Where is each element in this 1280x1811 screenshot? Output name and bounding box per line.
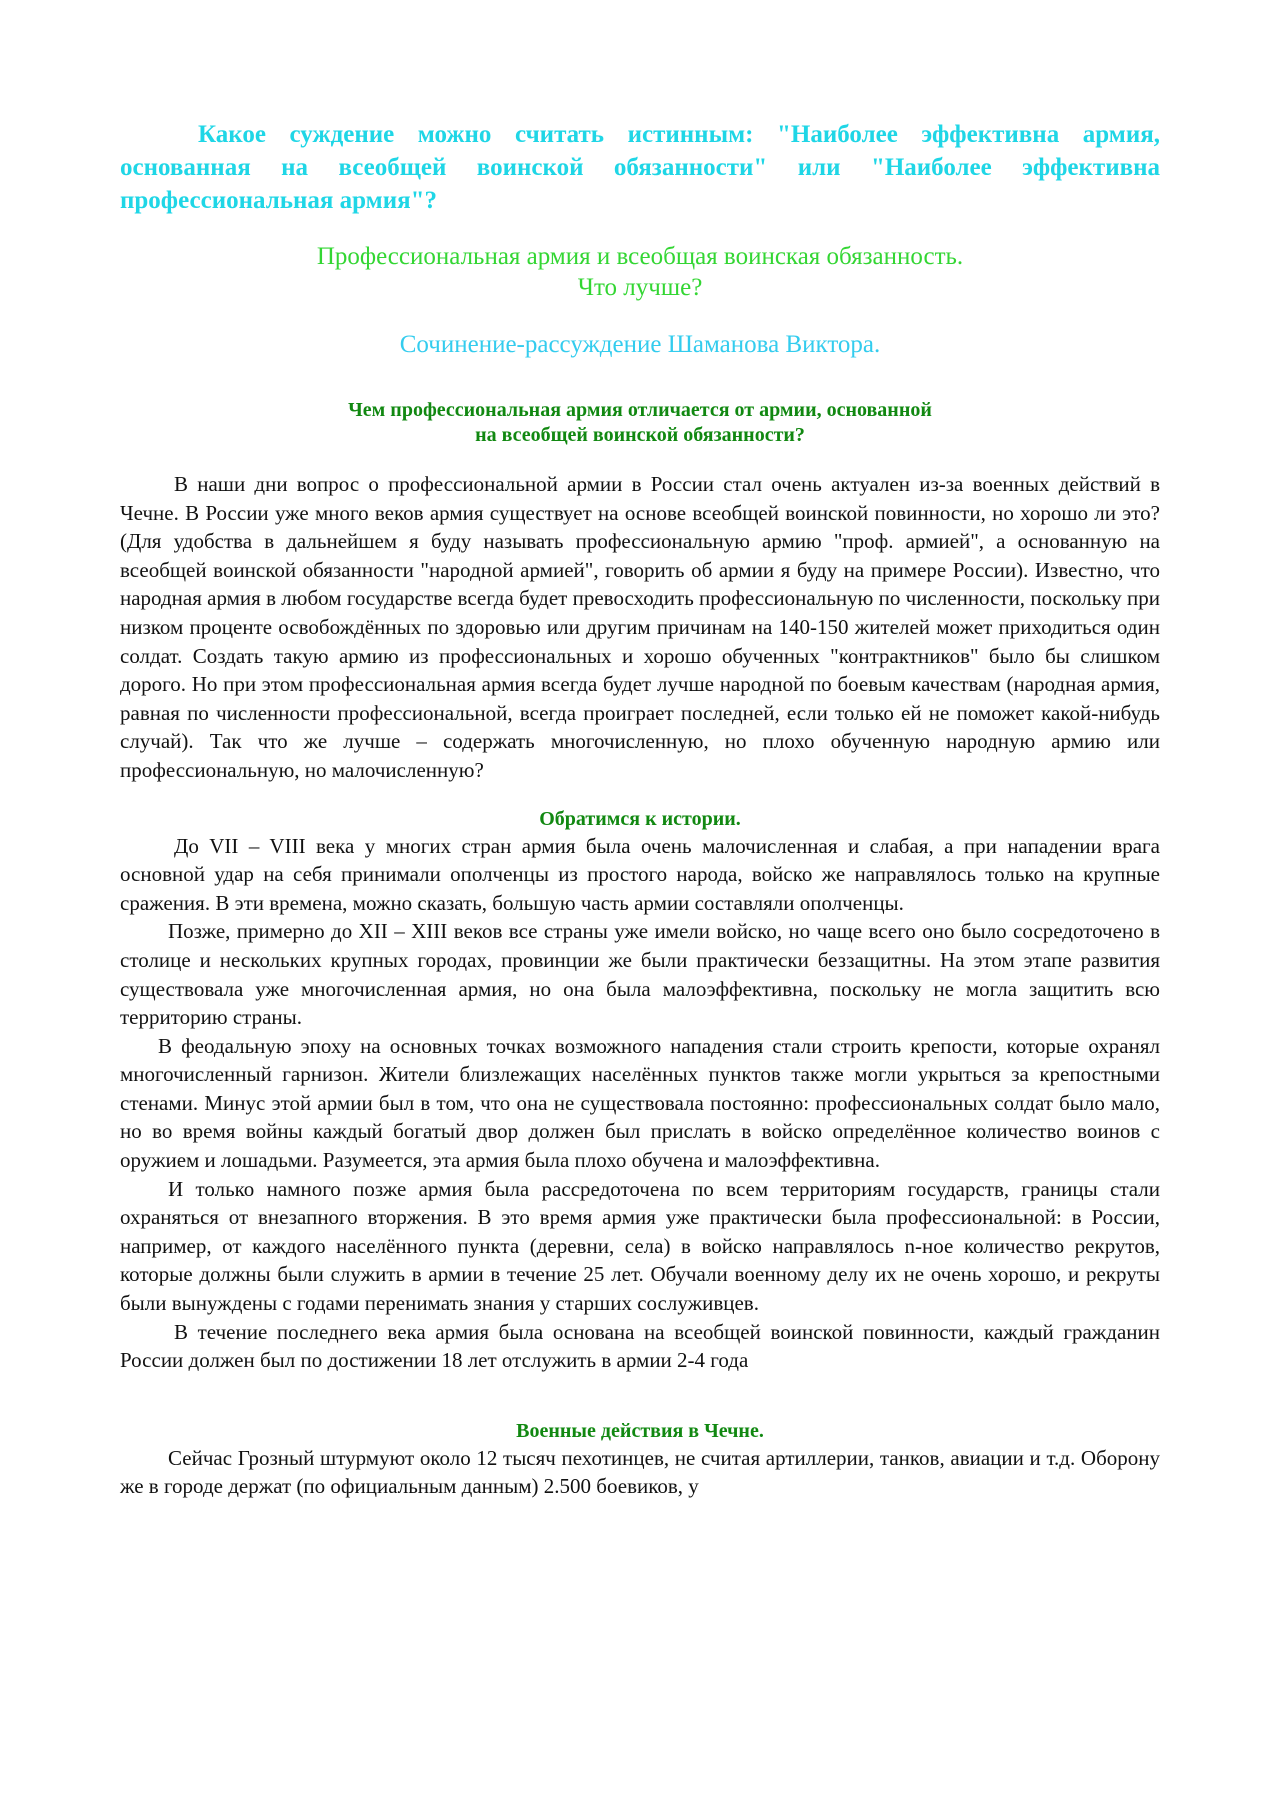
essay-question: Какое суждение можно считать истинным: "Наиболее эффективна армия, основанная на всеобщей воинской обязанности" или "Наиболее эффективна профессиональная армия"? bbox=[120, 121, 1160, 214]
essay-title-line-2: Что лучше? bbox=[577, 274, 703, 301]
paragraph: Позже, примерно до XII – XIII веков все страны уже имели войско, но чаще всего оно было сосредоточено в столице и нескольких крупных городах, провинции же были практически беззащитны. На этом этапе развития существовала уже многочисленная армия, но она была малоэффективна, поскольку не могла защитить всю территорию страны. bbox=[120, 919, 1160, 1030]
paragraph: В феодальную эпоху на основных точках возможного нападения стали строить крепости, которые охранял многочисленный гарнизон. Жители близлежащих населённых пунктов также могли укрыться за крепостными стенами. Минус этой армии был в том, что она не существовала постоянно: профессиональных солдат было мало, но во время войны каждый богатый двор должен был прислать в войско определённое количество воинов с оружием и лошадьми. Разумеется, эта армия была плохо обучена и малоэффективна. bbox=[120, 1033, 1160, 1173]
section-chechnya bbox=[120, 1419, 1160, 1501]
essay-title bbox=[120, 241, 1160, 303]
document-page bbox=[120, 118, 1160, 1501]
section-heading bbox=[120, 1419, 1160, 1444]
paragraph: Сейчас Грозный штурмуют около 12 тысяч пехотинцев, не считая артиллерии, танков, авиации и т.д. Оборону же в городе держат (по официальным данным) 2.500 боевиков, у bbox=[120, 1445, 1160, 1499]
section-history bbox=[120, 807, 1160, 1375]
section-heading-line: Чем профессиональная армия отличается от армии, основанной bbox=[348, 399, 932, 421]
section-heading-line: Военные действия в Чечне. bbox=[516, 1419, 764, 1442]
section-heading-line: на всеобщей воинской обязанности? bbox=[475, 424, 805, 446]
paragraph: В течение последнего века армия была основана на всеобщей воинской повинности, каждый гражданин России должен был по достижении 18 лет отслужить в армии 2-4 года bbox=[120, 1319, 1160, 1373]
section-heading-line: Обратимся к истории. bbox=[539, 807, 741, 830]
essay-title-line-1: Профессиональная армия и всеобщая воинская обязанность. bbox=[316, 243, 964, 270]
section-heading bbox=[120, 398, 1160, 448]
paragraph: В наши дни вопрос о профессиональной армии в России стал очень актуален из-за военных действий в Чечне. В России уже много веков армия существует на основе всеобщей воинской повинности, но хорошо ли это? (Для удобства в дальнейшем я буду называть профессиональную армию "проф. армией", а основанную на всеобщей воинской обязанности "народной армией", говорить об армии я буду на примере России). Известно, что народная армия в любом государстве всегда будет превосходить профессиональную по численности, поскольку при низком проценте освобождённых по здоровью или другим причинам на 140-150 жителей может приходиться один солдат. Создать такую армию из профессиональных и хорошо обученных "контрактников" было бы слишком дорого. Но при этом профессиональная армия всегда будет лучше народной по боевым качествам (народная армия, равная по численности профессиональной, всегда проиграет последней, если только ей не поможет какой-нибудь случай). Так что же лучше – содержать многочисленную, но плохо обученную народную армию или профессиональную, но малочисленную? bbox=[120, 472, 1160, 782]
section-differences bbox=[120, 398, 1160, 785]
paragraph: И только намного позже армия была рассредоточена по всем территориям государств, границы стали охраняться от внезапного вторжения. В это время армия уже практически была профессиональной: в России, например, от каждого населённого пункта (деревни, села) в войско направлялось n-ное количество рекрутов, которые должны были служить в армии в течение 25 лет. Обучали военному делу их не очень хорошо, и рекруты были вынуждены с годами перенимать знания у старших сослуживцев. bbox=[120, 1176, 1160, 1316]
essay-author: Сочинение-рассуждение Шаманова Виктора. bbox=[399, 331, 881, 358]
paragraph: До VII – VIII века у многих стран армия была очень малочисленная и слабая, а при нападении врага основной удар на себя принимали ополченцы из простого народа, войско же направлялось только на крупные сражения. В эти времена, можно сказать, большую часть армии составляли ополченцы. bbox=[120, 833, 1160, 915]
section-heading bbox=[120, 807, 1160, 832]
